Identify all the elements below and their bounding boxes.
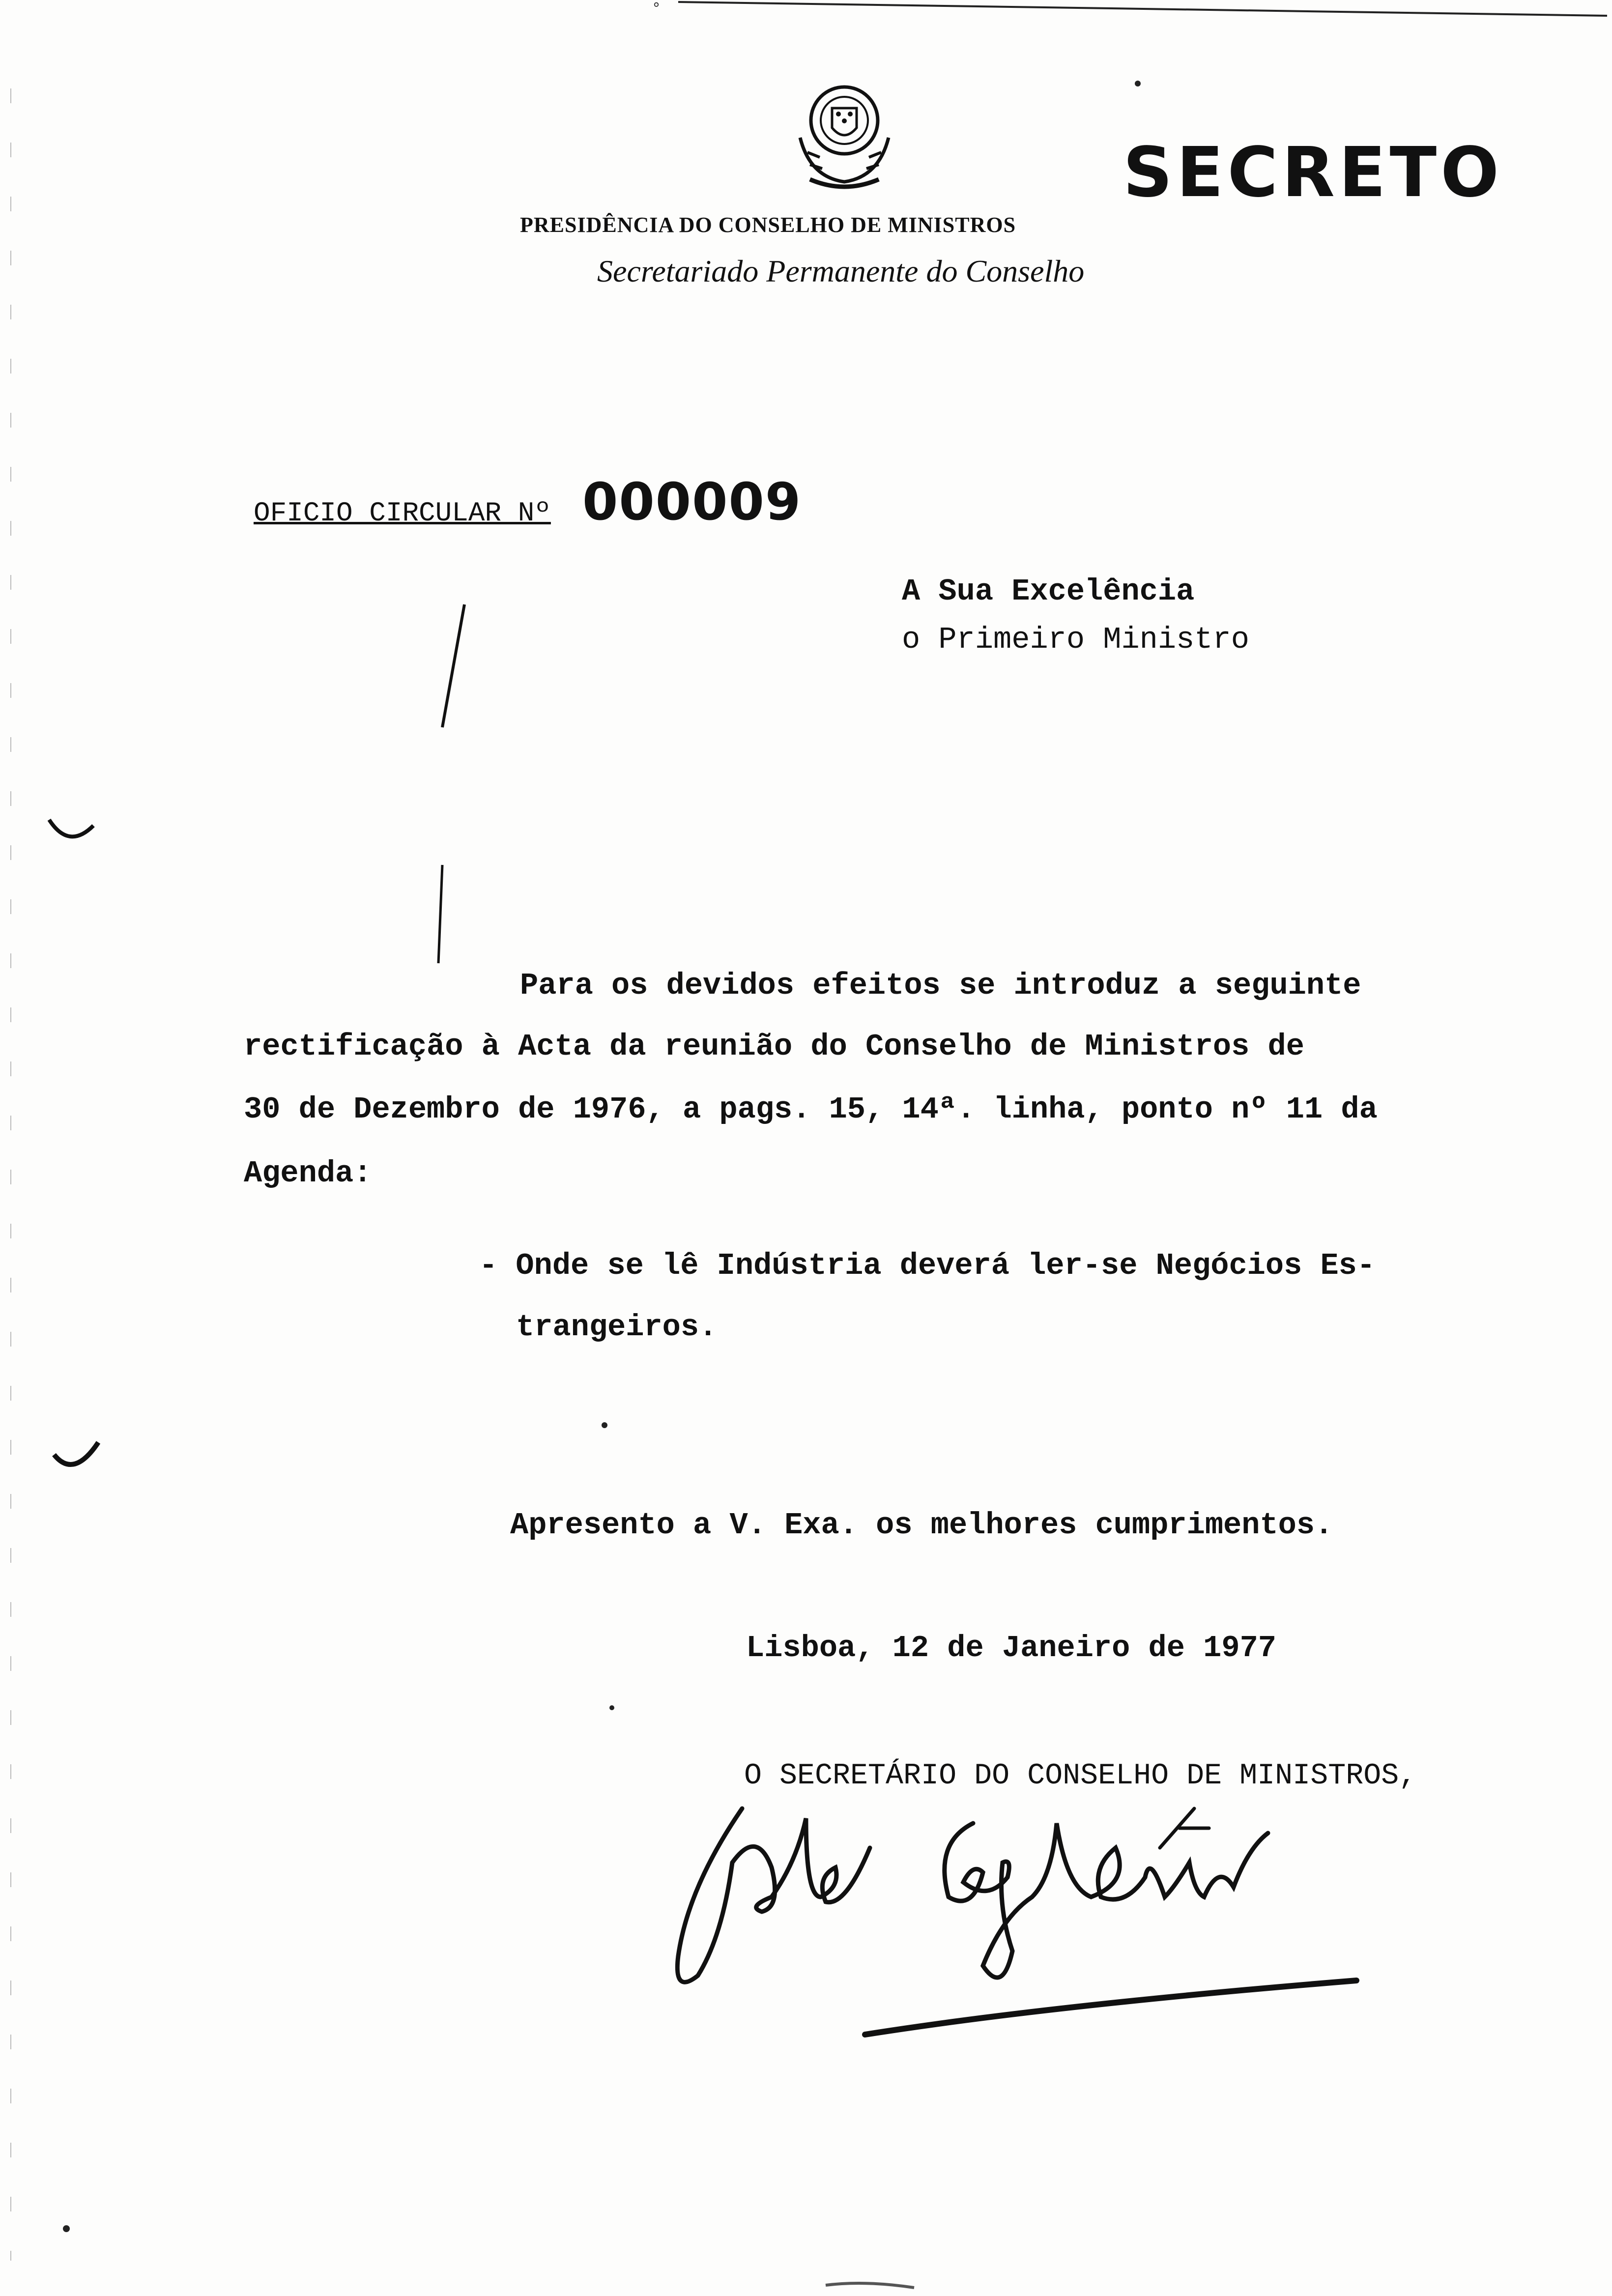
correction-line-2: trangeiros.: [516, 1310, 718, 1345]
signature-image: [659, 1789, 1406, 2064]
page-mark: °: [653, 0, 660, 17]
signatory-title: O SECRETÁRIO DO CONSELHO DE MINISTROS,: [744, 1759, 1417, 1793]
body-line-4: Agenda:: [244, 1156, 372, 1191]
coat-of-arms-icon: [780, 79, 908, 197]
institution-name: PRESIDÊNCIA DO CONSELHO DE MINISTROS: [520, 213, 1016, 237]
reference-label: OFICIO CIRCULAR Nº: [254, 497, 551, 529]
classification-stamp: SECRETO: [1123, 133, 1503, 213]
reference-number: 000009: [582, 472, 802, 532]
body-line-2: rectificação à Acta da reunião do Conselho de Ministros de: [244, 1029, 1304, 1064]
place-date: Lisboa, 12 de Janeiro de 1977: [746, 1631, 1276, 1665]
body-line-3: 30 de Dezembro de 1976, a pags. 15, 14ª. linha, ponto nº 11 da: [244, 1092, 1378, 1127]
addressee-line-2: o Primeiro Ministro: [902, 622, 1249, 657]
correction-line-1: - Onde se lê Indústria deverá ler-se Negócios Es-: [479, 1248, 1376, 1283]
body-line-1: Para os devidos efeitos se introduz a seguinte: [520, 968, 1361, 1003]
addressee-line-1: A Sua Excelência: [902, 574, 1195, 609]
department-name: Secretariado Permanente do Conselho: [597, 254, 1085, 288]
closing-greeting: Apresento a V. Exa. os melhores cumprimentos.: [510, 1508, 1333, 1543]
